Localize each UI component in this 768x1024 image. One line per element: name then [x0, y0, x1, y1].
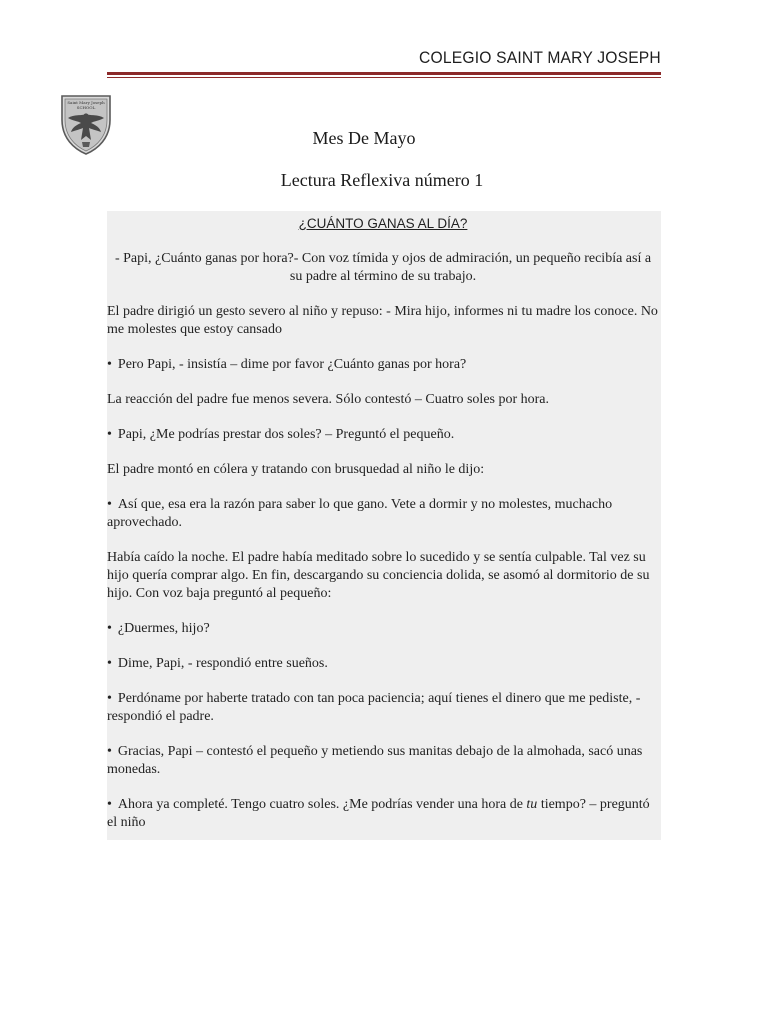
paragraph-1: - Papi, ¿Cuánto ganas por hora?- Con voz tímida y ojos de admiración, un pequeño recibía así a su padre al término de su trabajo. — [114, 251, 652, 284]
bullet-icon: • — [107, 797, 112, 812]
paragraph-7-text: Así que, esa era la razón para saber lo que gano. Vete a dormir y no molestes, muchacho aprovechado. — [107, 497, 613, 530]
paragraph-8: Había caído la noche. El padre había meditado sobre lo sucedido y se sentía culpable. Tal vez su hijo quería comprar algo. En fin, descargando su conciencia dolida, se asomó al dormitorio de su hijo. Con voz baja preguntó al pequeño: — [107, 550, 650, 601]
paragraph-13-emphasis: tu — [526, 797, 538, 812]
paragraph-3-text: Pero Papi, - insistía – dime por favor ¿Cuánto ganas por hora? — [117, 357, 467, 372]
paragraph-6: El padre montó en cólera y tratando con brusquedad al niño le dijo: — [107, 462, 485, 477]
svg-text:SCHOOL: SCHOOL — [76, 105, 96, 110]
paragraph-13 — [107, 796, 659, 832]
bullet-icon: • — [107, 744, 112, 759]
paragraph-2: El padre dirigió un gesto severo al niño y repuso: - Mira hijo, informes ni tu madre los conoce. No me molestes que estoy cansado — [107, 304, 658, 337]
paragraph-13-text-b: tiempo? – preguntó el niño — [107, 797, 650, 830]
paragraph-5 — [107, 426, 659, 444]
bullet-icon: • — [107, 621, 112, 636]
bullet-icon: • — [107, 656, 112, 671]
month-title: Mes De Mayo — [312, 128, 416, 148]
reading-box — [107, 211, 661, 840]
paragraph-9-text: ¿Duermes, hijo? — [117, 621, 210, 636]
paragraph-7 — [107, 496, 659, 532]
school-name: COLEGIO SAINT MARY JOSEPH — [419, 48, 661, 67]
svg-text:Saint Mary Joseph: Saint Mary Joseph — [67, 100, 105, 105]
paragraph-11-text: Perdóname por haberte tratado con tan poca paciencia; aquí tienes el dinero que me pediste, - respondió el padre. — [107, 691, 641, 724]
header-rule-thin — [107, 77, 661, 78]
paragraph-12-text: Gracias, Papi – contestó el pequeño y metiendo sus manitas debajo de la almohada, sacó unas monedas. — [107, 744, 643, 777]
paragraph-13-text-a: Ahora ya completé. Tengo cuatro soles. ¿Me podrías vender una hora de — [117, 797, 527, 812]
paragraph-9 — [107, 620, 659, 638]
paragraph-12 — [107, 743, 659, 779]
bullet-icon: • — [107, 691, 112, 706]
paragraph-5-text: Papi, ¿Me podrías prestar dos soles? – Preguntó el pequeño. — [117, 427, 455, 442]
reading-title: Lectura Reflexiva número 1 — [280, 170, 484, 190]
paragraph-4: La reacción del padre fue menos severa. Sólo contestó – Cuatro soles por hora. — [107, 392, 550, 407]
paragraph-3 — [107, 356, 659, 374]
paragraph-11 — [107, 690, 659, 726]
paragraph-10-text: Dime, Papi, - respondió entre sueños. — [117, 656, 328, 671]
reading-heading: ¿CUÁNTO GANAS AL DÍA? — [298, 216, 468, 231]
bullet-icon: • — [107, 427, 112, 442]
header-rule-thick — [107, 72, 661, 75]
bullet-icon: • — [107, 357, 112, 372]
paragraph-10 — [107, 655, 659, 673]
bullet-icon: • — [107, 497, 112, 512]
